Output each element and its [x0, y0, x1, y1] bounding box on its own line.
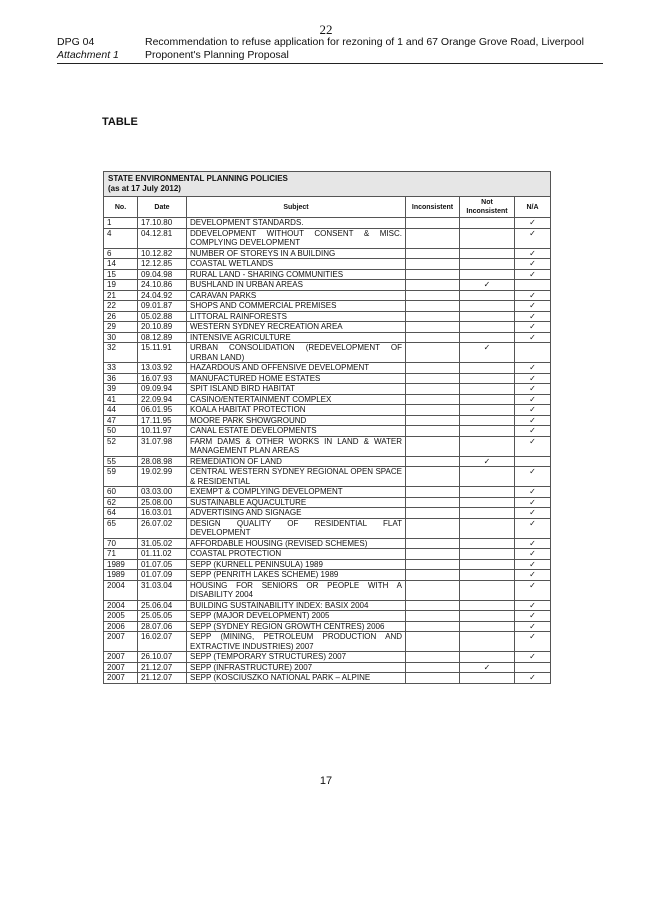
cell-no: 62: [104, 497, 138, 508]
cell-no: 1: [104, 218, 138, 229]
cell-not-inconsistent: [460, 632, 515, 652]
table-row: [104, 394, 551, 405]
table-row: [104, 311, 551, 322]
table-row: [104, 456, 551, 467]
table-row: [104, 405, 551, 416]
cell-subject: SUSTAINABLE AQUACULTURE: [187, 497, 406, 508]
cell-na: ✓: [515, 363, 551, 374]
cell-subject: SEPP (TEMPORARY STRUCTURES) 2007: [187, 652, 406, 663]
cell-not-inconsistent: [460, 611, 515, 622]
cell-inconsistent: [406, 621, 460, 632]
cell-no: 2004: [104, 580, 138, 600]
cell-na: ✓: [515, 611, 551, 622]
table-row: [104, 621, 551, 632]
cell-na: ✓: [515, 580, 551, 600]
cell-no: 70: [104, 538, 138, 549]
table-row: [104, 467, 551, 487]
cell-subject: NUMBER OF STOREYS IN A BUILDING: [187, 248, 406, 259]
cell-na: ✓: [515, 301, 551, 312]
table-row: [104, 228, 551, 248]
cell-inconsistent: [406, 363, 460, 374]
cell-no: 50: [104, 426, 138, 437]
cell-inconsistent: [406, 280, 460, 291]
cell-no: 1989: [104, 559, 138, 570]
cell-not-inconsistent: [460, 436, 515, 456]
cell-no: 21: [104, 290, 138, 301]
cell-na: ✓: [515, 269, 551, 280]
table-row: [104, 611, 551, 622]
table-row: [104, 259, 551, 270]
cell-not-inconsistent: [460, 497, 515, 508]
cell-na: ✓: [515, 384, 551, 395]
cell-na: ✓: [515, 559, 551, 570]
cell-no: 60: [104, 487, 138, 498]
cell-not-inconsistent: [460, 426, 515, 437]
cell-inconsistent: [406, 290, 460, 301]
cell-not-inconsistent: ✓: [460, 280, 515, 291]
cell-date: 05.02.88: [138, 311, 187, 322]
cell-not-inconsistent: [460, 259, 515, 270]
cell-date: 21.12.07: [138, 673, 187, 684]
cell-no: 33: [104, 363, 138, 374]
cell-inconsistent: [406, 415, 460, 426]
cell-subject: MOORE PARK SHOWGROUND: [187, 415, 406, 426]
cell-date: 01.07.09: [138, 570, 187, 581]
cell-not-inconsistent: ✓: [460, 343, 515, 363]
cell-subject: SHOPS AND COMMERCIAL PREMISES: [187, 301, 406, 312]
cell-na: ✓: [515, 394, 551, 405]
cell-date: 09.04.98: [138, 269, 187, 280]
cell-subject: CARAVAN PARKS: [187, 290, 406, 301]
table-row: [104, 570, 551, 581]
cell-na: ✓: [515, 497, 551, 508]
cell-date: 09.09.94: [138, 384, 187, 395]
table-caption: [104, 172, 551, 197]
table-row: [104, 269, 551, 280]
cell-date: 10.12.82: [138, 248, 187, 259]
cell-not-inconsistent: [460, 538, 515, 549]
cell-date: 17.11.95: [138, 415, 187, 426]
cell-subject: ADVERTISING AND SIGNAGE: [187, 508, 406, 519]
cell-inconsistent: [406, 549, 460, 560]
cell-inconsistent: [406, 394, 460, 405]
cell-no: 55: [104, 456, 138, 467]
cell-na: [515, 456, 551, 467]
cell-na: ✓: [515, 652, 551, 663]
cell-subject: COASTAL WETLANDS: [187, 259, 406, 270]
cell-na: ✓: [515, 290, 551, 301]
cell-not-inconsistent: [460, 508, 515, 519]
cell-date: 28.07.06: [138, 621, 187, 632]
cell-date: 31.03.04: [138, 580, 187, 600]
cell-date: 08.12.89: [138, 332, 187, 343]
cell-subject: SEPP (SYDNEY REGION GROWTH CENTRES) 2006: [187, 621, 406, 632]
cell-not-inconsistent: ✓: [460, 456, 515, 467]
cell-subject: INTENSIVE AGRICULTURE: [187, 332, 406, 343]
cell-subject: SEPP (KOSCIUSZKO NATIONAL PARK – ALPINE: [187, 673, 406, 684]
cell-date: 01.07.05: [138, 559, 187, 570]
cell-date: 01.11.02: [138, 549, 187, 560]
cell-not-inconsistent: [460, 248, 515, 259]
cell-inconsistent: [406, 611, 460, 622]
cell-date: 16.02.07: [138, 632, 187, 652]
cell-na: ✓: [515, 322, 551, 333]
cell-subject: SEPP (KURNELL PENINSULA) 1989: [187, 559, 406, 570]
table-row: [104, 301, 551, 312]
cell-inconsistent: [406, 580, 460, 600]
table-row: [104, 662, 551, 673]
column-header-inconsistent: Inconsistent: [406, 197, 460, 218]
cell-subject: SEPP (PENRITH LAKES SCHEME) 1989: [187, 570, 406, 581]
table-row: [104, 538, 551, 549]
cell-subject: WESTERN SYDNEY RECREATION AREA: [187, 322, 406, 333]
header-divider: [57, 63, 603, 64]
cell-not-inconsistent: [460, 415, 515, 426]
cell-inconsistent: [406, 518, 460, 538]
cell-date: 21.12.07: [138, 662, 187, 673]
cell-na: ✓: [515, 508, 551, 519]
cell-no: 14: [104, 259, 138, 270]
cell-subject: DDEVELOPMENT WITHOUT CONSENT & MISC. COMPLYING DEVELOPMENT: [187, 228, 406, 248]
cell-subject: URBAN CONSOLIDATION (REDEVELOPMENT OF URBAN LAND): [187, 343, 406, 363]
cell-subject: FARM DAMS & OTHER WORKS IN LAND & WATER MANAGEMENT PLAN AREAS: [187, 436, 406, 456]
sepp-table: [103, 171, 551, 684]
cell-date: 28.08.98: [138, 456, 187, 467]
cell-date: 04.12.81: [138, 228, 187, 248]
cell-inconsistent: [406, 508, 460, 519]
cell-inconsistent: [406, 426, 460, 437]
cell-no: 39: [104, 384, 138, 395]
cell-inconsistent: [406, 570, 460, 581]
table-row: [104, 518, 551, 538]
cell-inconsistent: [406, 332, 460, 343]
cell-inconsistent: [406, 218, 460, 229]
cell-not-inconsistent: [460, 559, 515, 570]
header-title-line2: Proponent's Planning Proposal: [145, 49, 289, 61]
table-row: [104, 673, 551, 684]
cell-no: 65: [104, 518, 138, 538]
cell-na: ✓: [515, 415, 551, 426]
cell-na: ✓: [515, 311, 551, 322]
table-row: [104, 652, 551, 663]
cell-inconsistent: [406, 538, 460, 549]
table-row: [104, 332, 551, 343]
cell-subject: COASTAL PROTECTION: [187, 549, 406, 560]
table-row: [104, 280, 551, 291]
cell-not-inconsistent: [460, 621, 515, 632]
cell-subject: SEPP (MINING, PETROLEUM PRODUCTION AND EXTRACTIVE INDUSTRIES) 2007: [187, 632, 406, 652]
table-header-row: [104, 197, 551, 218]
cell-inconsistent: [406, 652, 460, 663]
cell-date: 31.05.02: [138, 538, 187, 549]
cell-no: 32: [104, 343, 138, 363]
cell-no: 47: [104, 415, 138, 426]
table-row: [104, 600, 551, 611]
cell-subject: DESIGN QUALITY OF RESIDENTIAL FLAT DEVELOPMENT: [187, 518, 406, 538]
cell-na: ✓: [515, 600, 551, 611]
cell-no: 36: [104, 373, 138, 384]
cell-na: ✓: [515, 373, 551, 384]
cell-date: 24.10.86: [138, 280, 187, 291]
table-row: [104, 322, 551, 333]
cell-na: ✓: [515, 570, 551, 581]
cell-inconsistent: [406, 311, 460, 322]
cell-na: ✓: [515, 259, 551, 270]
cell-inconsistent: [406, 456, 460, 467]
table-caption-date: (as at 17 July 2012): [108, 184, 181, 193]
cell-subject: HOUSING FOR SENIORS OR PEOPLE WITH A DISABILITY 2004: [187, 580, 406, 600]
cell-date: 19.02.99: [138, 467, 187, 487]
cell-inconsistent: [406, 248, 460, 259]
cell-not-inconsistent: [460, 549, 515, 560]
cell-subject: MANUFACTURED HOME ESTATES: [187, 373, 406, 384]
cell-not-inconsistent: [460, 363, 515, 374]
cell-na: ✓: [515, 405, 551, 416]
cell-na: ✓: [515, 332, 551, 343]
cell-date: 17.10.80: [138, 218, 187, 229]
cell-inconsistent: [406, 559, 460, 570]
table-row: [104, 559, 551, 570]
cell-na: [515, 343, 551, 363]
cell-not-inconsistent: [460, 673, 515, 684]
cell-date: 26.10.07: [138, 652, 187, 663]
cell-subject: SPIT ISLAND BIRD HABITAT: [187, 384, 406, 395]
cell-inconsistent: [406, 467, 460, 487]
cell-inconsistent: [406, 343, 460, 363]
cell-subject: CENTRAL WESTERN SYDNEY REGIONAL OPEN SPACE & RESIDENTIAL: [187, 467, 406, 487]
cell-subject: SEPP (INFRASTRUCTURE) 2007: [187, 662, 406, 673]
cell-no: 64: [104, 508, 138, 519]
cell-date: 12.12.85: [138, 259, 187, 270]
cell-na: [515, 280, 551, 291]
column-header-na: N/A: [515, 197, 551, 218]
table-row: [104, 426, 551, 437]
cell-na: ✓: [515, 487, 551, 498]
header-title-line1: Recommendation to refuse application for rezoning of 1 and 67 Orange Grove Road, Liverpool: [145, 36, 584, 48]
cell-no: 2007: [104, 673, 138, 684]
cell-date: 13.03.92: [138, 363, 187, 374]
cell-subject: REMEDIATION OF LAND: [187, 456, 406, 467]
cell-na: [515, 662, 551, 673]
table-row: [104, 436, 551, 456]
cell-no: 22: [104, 301, 138, 312]
cell-not-inconsistent: [460, 600, 515, 611]
cell-inconsistent: [406, 373, 460, 384]
cell-subject: EXEMPT & COMPLYING DEVELOPMENT: [187, 487, 406, 498]
cell-date: 10.11.97: [138, 426, 187, 437]
cell-date: 25.05.05: [138, 611, 187, 622]
cell-no: 29: [104, 322, 138, 333]
cell-inconsistent: [406, 497, 460, 508]
cell-date: 16.03.01: [138, 508, 187, 519]
cell-inconsistent: [406, 600, 460, 611]
cell-no: 6: [104, 248, 138, 259]
page-number-bottom: 17: [319, 775, 333, 787]
cell-no: 41: [104, 394, 138, 405]
cell-no: 2005: [104, 611, 138, 622]
cell-date: 20.10.89: [138, 322, 187, 333]
cell-na: ✓: [515, 632, 551, 652]
cell-no: 2007: [104, 652, 138, 663]
cell-na: ✓: [515, 518, 551, 538]
cell-na: ✓: [515, 228, 551, 248]
cell-na: ✓: [515, 426, 551, 437]
cell-na: ✓: [515, 467, 551, 487]
cell-inconsistent: [406, 632, 460, 652]
cell-date: 16.07.93: [138, 373, 187, 384]
cell-no: 4: [104, 228, 138, 248]
cell-no: 2006: [104, 621, 138, 632]
cell-date: 09.01.87: [138, 301, 187, 312]
cell-no: 26: [104, 311, 138, 322]
cell-inconsistent: [406, 662, 460, 673]
table-row: [104, 248, 551, 259]
section-title: TABLE: [102, 116, 138, 128]
cell-not-inconsistent: [460, 405, 515, 416]
cell-subject: KOALA HABITAT PROTECTION: [187, 405, 406, 416]
cell-not-inconsistent: [460, 487, 515, 498]
cell-no: 1989: [104, 570, 138, 581]
sepp-table-container: [103, 171, 550, 684]
cell-na: ✓: [515, 538, 551, 549]
cell-no: 2007: [104, 662, 138, 673]
cell-not-inconsistent: [460, 269, 515, 280]
cell-subject: BUSHLAND IN URBAN AREAS: [187, 280, 406, 291]
cell-na: ✓: [515, 673, 551, 684]
table-row: [104, 384, 551, 395]
attachment-label: Attachment 1: [57, 49, 119, 61]
cell-na: ✓: [515, 621, 551, 632]
cell-not-inconsistent: [460, 580, 515, 600]
cell-date: 15.11.91: [138, 343, 187, 363]
cell-not-inconsistent: ✓: [460, 662, 515, 673]
cell-inconsistent: [406, 228, 460, 248]
cell-not-inconsistent: [460, 394, 515, 405]
cell-subject: RURAL LAND - SHARING COMMUNITIES: [187, 269, 406, 280]
cell-inconsistent: [406, 436, 460, 456]
table-row: [104, 632, 551, 652]
column-header-date: Date: [138, 197, 187, 218]
cell-date: 26.07.02: [138, 518, 187, 538]
column-header-subject: Subject: [187, 197, 406, 218]
table-caption-row: [104, 172, 551, 197]
cell-na: ✓: [515, 436, 551, 456]
cell-not-inconsistent: [460, 518, 515, 538]
cell-subject: CANAL ESTATE DEVELOPMENTS: [187, 426, 406, 437]
cell-subject: DEVELOPMENT STANDARDS.: [187, 218, 406, 229]
cell-inconsistent: [406, 301, 460, 312]
cell-not-inconsistent: [460, 228, 515, 248]
table-row: [104, 373, 551, 384]
cell-no: 30: [104, 332, 138, 343]
cell-no: 2007: [104, 632, 138, 652]
cell-inconsistent: [406, 259, 460, 270]
cell-inconsistent: [406, 487, 460, 498]
cell-not-inconsistent: [460, 384, 515, 395]
cell-not-inconsistent: [460, 467, 515, 487]
document-id: DPG 04: [57, 36, 95, 48]
cell-no: 59: [104, 467, 138, 487]
cell-not-inconsistent: [460, 290, 515, 301]
cell-na: ✓: [515, 248, 551, 259]
cell-subject: HAZARDOUS AND OFFENSIVE DEVELOPMENT: [187, 363, 406, 374]
cell-subject: SEPP (MAJOR DEVELOPMENT) 2005: [187, 611, 406, 622]
cell-date: 31.07.98: [138, 436, 187, 456]
table-caption-title: STATE ENVIRONMENTAL PLANNING POLICIES: [108, 174, 288, 183]
cell-date: 25.08.00: [138, 497, 187, 508]
cell-date: 06.01.95: [138, 405, 187, 416]
table-row: [104, 580, 551, 600]
table-row: [104, 415, 551, 426]
cell-date: 03.03.00: [138, 487, 187, 498]
cell-not-inconsistent: [460, 332, 515, 343]
table-row: [104, 343, 551, 363]
cell-subject: LITTORAL RAINFORESTS: [187, 311, 406, 322]
cell-not-inconsistent: [460, 373, 515, 384]
cell-date: 24.04.92: [138, 290, 187, 301]
cell-not-inconsistent: [460, 311, 515, 322]
cell-inconsistent: [406, 405, 460, 416]
cell-subject: AFFORDABLE HOUSING (REVISED SCHEMES): [187, 538, 406, 549]
column-header-no: No.: [104, 197, 138, 218]
page-number-top: 22: [319, 22, 333, 37]
cell-no: 15: [104, 269, 138, 280]
table-row: [104, 487, 551, 498]
cell-no: 71: [104, 549, 138, 560]
table-row: [104, 218, 551, 229]
table-row: [104, 497, 551, 508]
table-row: [104, 508, 551, 519]
cell-not-inconsistent: [460, 652, 515, 663]
cell-subject: CASINO/ENTERTAINMENT COMPLEX: [187, 394, 406, 405]
cell-not-inconsistent: [460, 301, 515, 312]
cell-not-inconsistent: [460, 322, 515, 333]
cell-not-inconsistent: [460, 218, 515, 229]
table-body: [104, 218, 551, 684]
cell-no: 52: [104, 436, 138, 456]
table-row: [104, 290, 551, 301]
table-row: [104, 363, 551, 374]
cell-date: 25.06.04: [138, 600, 187, 611]
cell-inconsistent: [406, 322, 460, 333]
cell-na: ✓: [515, 549, 551, 560]
cell-not-inconsistent: [460, 570, 515, 581]
cell-inconsistent: [406, 269, 460, 280]
cell-no: 19: [104, 280, 138, 291]
cell-inconsistent: [406, 384, 460, 395]
cell-no: 44: [104, 405, 138, 416]
cell-subject: BUILDING SUSTAINABILITY INDEX: BASIX 2004: [187, 600, 406, 611]
cell-date: 22.09.94: [138, 394, 187, 405]
table-row: [104, 549, 551, 560]
cell-no: 2004: [104, 600, 138, 611]
cell-inconsistent: [406, 673, 460, 684]
column-header-not-inconsistent: Not Inconsistent: [460, 197, 515, 218]
cell-na: ✓: [515, 218, 551, 229]
